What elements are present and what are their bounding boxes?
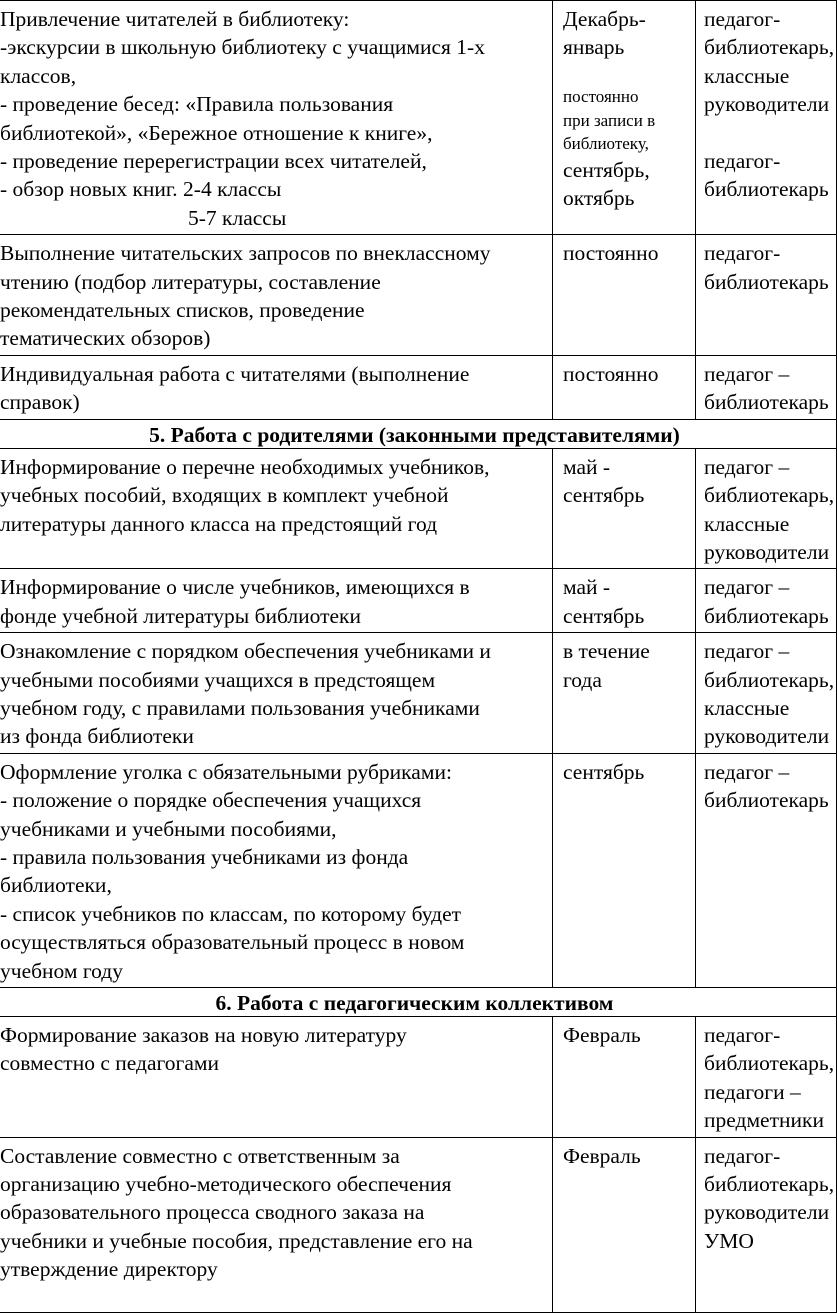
cell-line: библиотекарь, (704, 35, 835, 60)
cell-line: педагог- (704, 1143, 781, 1168)
date-cell (553, 569, 696, 633)
responsible-cell (696, 355, 837, 419)
responsible-cell (696, 753, 837, 987)
responsible-cell (696, 569, 837, 633)
cell-line: тематических обзоров) (0, 326, 211, 351)
cell-line: педагог- (704, 1023, 781, 1047)
cell-line: Декабрь- (563, 7, 646, 31)
cell-line: библиотекой», «Бережное отношение к книге», (0, 120, 433, 145)
cell-line: библиотеки, (0, 873, 112, 898)
cell-line: сентябрь (563, 483, 645, 508)
cell-line: Выполнение читательских запросов по внеклассному (0, 241, 491, 266)
cell-line: учебники и учебные пособия, представление его на (0, 1228, 473, 1253)
cell-line: педагог- (704, 7, 781, 31)
cell-line: - положение о порядке обеспечения учащихся (0, 788, 422, 813)
cell-line: библиотекарь (704, 269, 829, 294)
cell-line: Информирование о перечне необходимых учебников, (0, 454, 490, 479)
table-row (0, 569, 837, 633)
cell-line: в течение (563, 639, 650, 664)
cell-line: библиотекарь (704, 788, 829, 813)
cell-line: сентябрь (563, 603, 645, 628)
cell-line (704, 119, 832, 147)
cell-line: учебном году (0, 958, 123, 983)
cell-line: педагог – (704, 575, 790, 600)
cell-line: педагог – (704, 454, 790, 479)
cell-line: библиотекарь (704, 603, 829, 628)
cell-line: классов, (0, 63, 77, 88)
cell-line: организацию учебно-методического обеспечения (0, 1172, 452, 1197)
cell-line: литературы данного класса на предстоящий год (0, 511, 438, 536)
section-title: 6. Работа с педагогическим коллективом (0, 988, 837, 1017)
date-cell (553, 448, 696, 569)
responsible-cell (696, 1137, 837, 1312)
cell-line: фонде учебной литературы библиотеки (0, 603, 362, 628)
cell-line: справок) (0, 390, 80, 415)
activity-cell (0, 448, 553, 569)
table-row (0, 1137, 837, 1312)
cell-line: сентябрь (563, 759, 645, 784)
cell-line: Оформление уголка с обязательными рубриками: (0, 759, 452, 784)
table-row (0, 448, 837, 569)
cell-line: руководители (704, 724, 830, 749)
table-row (0, 753, 837, 987)
cell-line: - проведение бесед: «Правила пользования (0, 92, 394, 117)
activity-cell (0, 1017, 553, 1138)
spacer (563, 62, 691, 86)
date-cell (553, 1, 696, 235)
responsible-cell (696, 448, 837, 569)
cell-line: утверждение директору (0, 1257, 218, 1282)
cell-line: педагог- (704, 241, 781, 266)
responsible-cell (696, 1017, 837, 1138)
cell-line: из фонда библиотеки (0, 724, 194, 749)
cell-line: Ознакомление с порядком обеспечения учебниками и (0, 639, 491, 664)
cell-line: учебном году, с правилами пользования учебниками (0, 695, 480, 720)
cell-line: учебными пособиями учащихся в предстоящем (0, 667, 436, 692)
cell-line: библиотекарь (704, 177, 829, 202)
cell-line: руководители (704, 539, 830, 564)
cell-line: классные (704, 63, 790, 88)
activity-cell (0, 753, 553, 987)
cell-line: октябрь (563, 186, 635, 211)
date-cell (553, 633, 696, 754)
cell-line: классные (704, 695, 790, 720)
cell-line: классные (704, 511, 790, 536)
cell-line: - проведение перерегистрации всех читателей, (0, 149, 427, 174)
cell-line: 5-7 классы (188, 205, 287, 230)
cell-line: май - (563, 454, 611, 479)
date-cell (553, 235, 696, 356)
cell-line: педагог – (704, 759, 790, 784)
activity-cell (0, 633, 553, 754)
cell-line: руководители (704, 92, 830, 117)
table-row (0, 633, 837, 754)
activity-cell (0, 235, 553, 356)
cell-line: январь (563, 35, 625, 60)
cell-line: Информирование о числе учебников, имеющихся в (0, 575, 470, 600)
cell-line: Февраль (563, 1143, 641, 1168)
cell-line: образовательного процесса сводного заказа на (0, 1200, 425, 1225)
activity-cell (0, 569, 553, 633)
cell-line: учебных пособий, входящих в комплект учебной (0, 483, 449, 508)
cell-line: педагоги – (704, 1079, 801, 1104)
cell-line: Февраль (563, 1023, 641, 1047)
section-header-row (0, 419, 837, 448)
date-cell (553, 1137, 696, 1312)
cell-line: постоянно (563, 241, 659, 266)
table-row (0, 1017, 837, 1138)
cell-line: совместно с педагогами (0, 1051, 219, 1076)
activity-cell (0, 1, 553, 235)
cell-line: при записи в (563, 110, 656, 130)
cell-line: Индивидуальная работа с читателями (выполнение (0, 361, 470, 386)
cell-line: учебниками и учебными пособиями, (0, 816, 337, 841)
table-row (0, 355, 837, 419)
cell-line: рекомендательных списков, проведение (0, 298, 365, 323)
cell-line: сентябрь, (563, 157, 650, 182)
responsible-cell (696, 1, 837, 235)
cell-line: библиотекарь, (704, 667, 835, 692)
activity-cell (0, 1137, 553, 1312)
cell-line: - обзор новых книг. 2-4 классы (0, 177, 282, 202)
table-row (0, 1, 837, 235)
cell-line: библиотеку, (563, 134, 649, 154)
date-cell (553, 355, 696, 419)
cell-line: библиотекарь (704, 390, 829, 415)
cell-line: библиотекарь, (704, 483, 835, 508)
cell-line: Привлечение читателей в библиотеку: (0, 7, 350, 31)
date-cell (553, 753, 696, 987)
cell-line: осуществляться образовательный процесс в новом (0, 930, 465, 955)
section-title: 5. Работа с родителями (законными представителями) (0, 419, 837, 448)
cell-line: чтению (подбор литературы, составление (0, 269, 381, 294)
cell-line: Формирование заказов на новую литературу (0, 1023, 407, 1047)
table-row (0, 235, 837, 356)
date-cell (553, 1017, 696, 1138)
activity-cell (0, 355, 553, 419)
responsible-cell (696, 633, 837, 754)
cell-line: -экскурсии в школьную библиотеку с учащимися 1-х (0, 35, 485, 60)
section-header-row (0, 988, 837, 1017)
cell-line: - список учебников по классам, по которому будет (0, 901, 462, 926)
cell-line: Составление совместно с ответственным за (0, 1143, 400, 1168)
cell-line: педагог – (704, 639, 790, 664)
cell-line: постоянно (563, 361, 659, 386)
cell-line: руководители (704, 1200, 830, 1225)
cell-line: библиотекарь, (704, 1051, 835, 1076)
cell-line: УМО (704, 1228, 754, 1253)
cell-line: педагог- (704, 149, 781, 174)
cell-line: предметники (704, 1108, 824, 1133)
cell-line: май - (563, 575, 611, 600)
cell-line: года (563, 667, 602, 692)
responsible-cell (696, 235, 837, 356)
cell-line: - правила пользования учебниками из фонда (0, 844, 409, 869)
cell-line: педагог – (704, 361, 790, 386)
plan-table-body (0, 1, 837, 1313)
cell-line: библиотекарь, (704, 1172, 835, 1197)
cell-line: постоянно (563, 87, 639, 107)
